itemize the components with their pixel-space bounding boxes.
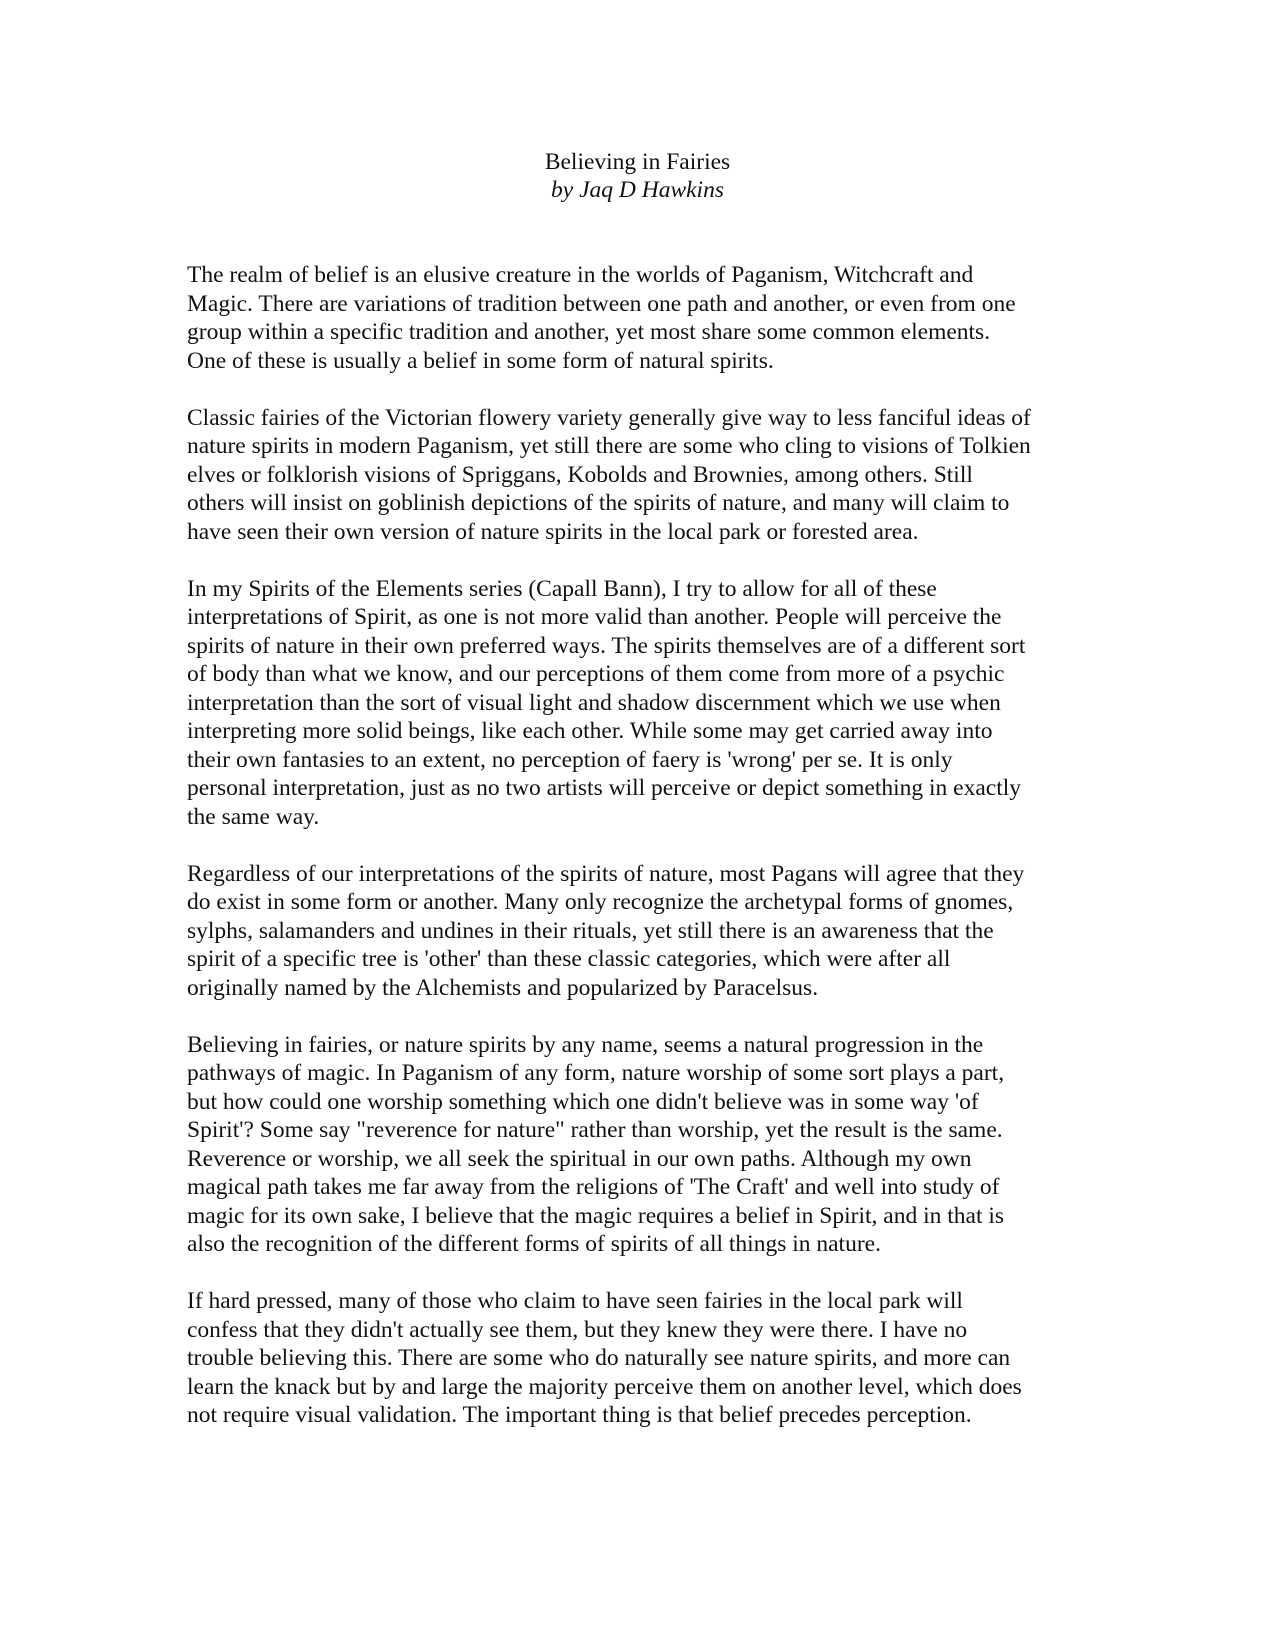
- text-line: not require visual validation. The important thing is that belief precedes perception.: [187, 1402, 972, 1428]
- paragraph-1: [187, 261, 1087, 375]
- text-line: Reverence or worship, we all seek the spiritual in our own paths. Although my own: [187, 1145, 972, 1172]
- title-block: [0, 148, 1275, 204]
- text-line: interpreting more solid beings, like each other. While some may get carried away into: [187, 718, 993, 744]
- text-line: of body than what we know, and our perceptions of them come from more of a psychic: [187, 661, 1005, 687]
- text-line: spirits of nature in their own preferred ways. The spirits themselves are of a different sort: [187, 632, 1026, 659]
- text-line: Classic fairies of the Victorian flowery variety generally give way to less fanciful ideas of: [187, 404, 1031, 431]
- paragraph-2: [187, 404, 1087, 547]
- text-line: interpretation than the sort of visual light and shadow discernment which we use when: [187, 689, 1001, 716]
- paragraph-5: [187, 1031, 1087, 1259]
- text-line: but how could one worship something which one didn't believe was in some way 'of: [187, 1088, 979, 1115]
- paragraph-3: [187, 575, 1087, 832]
- text-line: magic for its own sake, I believe that the magic requires a belief in Spirit, and in that is: [187, 1202, 1005, 1229]
- text-line: their own fantasies to an extent, no perception of faery is 'wrong' per se. It is only: [187, 746, 953, 773]
- text-line: the same way.: [187, 803, 320, 830]
- text-line: spirit of a specific tree is 'other' than these classic categories, which were after all: [187, 946, 951, 972]
- author-byline: by Jaq D Hawkins: [551, 177, 724, 203]
- text-line: Believing in fairies, or nature spirits by any name, seems a natural progression in the: [187, 1031, 984, 1058]
- text-line: personal interpretation, just as no two artists will perceive or depict something in exactly: [187, 775, 1022, 801]
- text-line: interpretations of Spirit, as one is not more valid than another. People will perceive the: [187, 604, 1002, 630]
- document-body: [187, 261, 1087, 1458]
- text-line: If hard pressed, many of those who claim to have seen fairies in the local park will: [187, 1288, 963, 1314]
- text-line: nature spirits in modern Paganism, yet still there are some who cling to visions of Tolkien: [187, 433, 1031, 459]
- text-line: Spirit'? Some say "reverence for nature" rather than worship, yet the result is the same.: [187, 1117, 1003, 1143]
- text-line: trouble believing this. There are some who do naturally see nature spirits, and more can: [187, 1345, 1011, 1371]
- text-line: In my Spirits of the Elements series (Capall Bann), I try to allow for all of these: [187, 575, 937, 602]
- text-line: others will insist on goblinish depictions of the spirits of nature, and many will claim to: [187, 490, 1010, 516]
- text-line: magical path takes me far away from the religions of 'The Craft' and well into study of: [187, 1174, 1000, 1200]
- page-title: Believing in Fairies: [544, 149, 731, 175]
- text-line: Magic. There are variations of tradition between one path and another, or even from one: [187, 290, 1016, 317]
- text-line: group within a specific tradition and another, yet most share some common elements.: [187, 319, 991, 345]
- text-line: also the recognition of the different forms of spirits of all things in nature.: [187, 1231, 881, 1257]
- text-line: pathways of magic. In Paganism of any form, nature worship of some sort plays a part,: [187, 1060, 1005, 1086]
- text-line: do exist in some form or another. Many only recognize the archetypal forms of gnomes,: [187, 889, 1014, 915]
- text-line: elves or folklorish visions of Spriggans, Kobolds and Brownies, among others. Still: [187, 461, 973, 488]
- text-line: Regardless of our interpretations of the spirits of nature, most Pagans will agree that they: [187, 860, 1025, 887]
- text-line: originally named by the Alchemists and popularized by Paracelsus.: [187, 974, 819, 1001]
- paragraph-4: [187, 860, 1087, 1003]
- text-line: The realm of belief is an elusive creature in the worlds of Paganism, Witchcraft and: [187, 262, 974, 288]
- text-line: One of these is usually a belief in some form of natural spirits.: [187, 347, 774, 374]
- text-line: confess that they didn't actually see them, but they knew they were there. I have no: [187, 1316, 968, 1343]
- text-line: have seen their own version of nature spirits in the local park or forested area.: [187, 518, 919, 545]
- text-line: sylphs, salamanders and undines in their rituals, yet still there is an awareness that the: [187, 917, 994, 944]
- text-line: learn the knack but by and large the majority perceive them on another level, which does: [187, 1373, 1022, 1400]
- paragraph-6: [187, 1287, 1087, 1430]
